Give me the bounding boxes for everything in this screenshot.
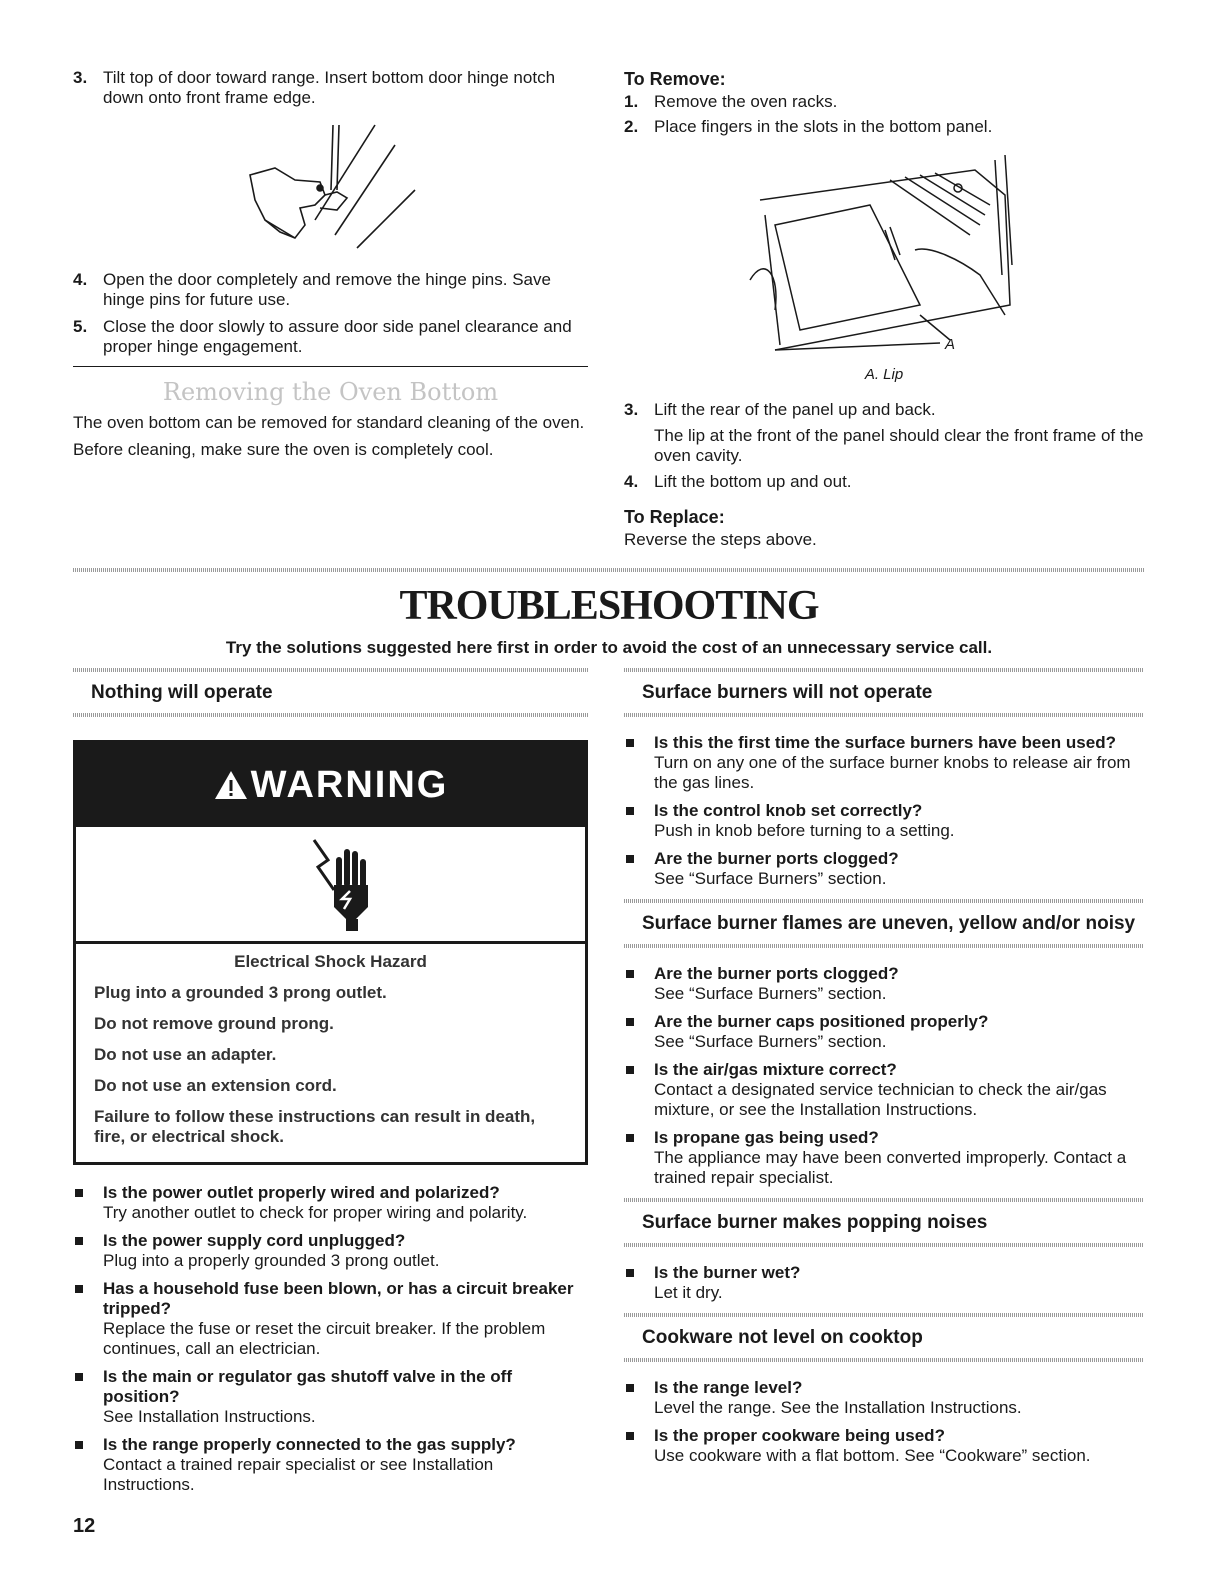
section-heading: Cookware not level on cooktop [642, 1327, 923, 1348]
bullet-icon [626, 1269, 634, 1277]
section-stripe [624, 944, 1144, 948]
warning-text [76, 944, 585, 1162]
section-heading: Surface burners will not operate [642, 682, 933, 703]
question: Are the burner ports clogged? [654, 849, 899, 868]
section-heading: Nothing will operate [91, 682, 273, 703]
left-top-paragraphs [73, 413, 588, 460]
bullet-icon [626, 1066, 634, 1074]
remove-step [624, 92, 1144, 112]
answer: See “Surface Burners” section. [654, 869, 887, 888]
to-replace-heading: To Replace: [624, 507, 725, 527]
section-title-removing-oven-bottom: Removing the Oven Bottom [162, 378, 499, 406]
hazard-line: Do not use an extension cord. [94, 1076, 337, 1095]
hazard-title: Electrical Shock Hazard [234, 952, 427, 971]
bullet-icon [626, 855, 634, 863]
remove-step [624, 117, 1144, 137]
bullet-icon [626, 1432, 634, 1440]
question: Is the main or regulator gas shutoff valve in the off position? [103, 1367, 513, 1406]
question: Is this the first time the surface burners have been used? [654, 733, 1116, 752]
shock-symbol-area [76, 827, 585, 944]
troubleshooting-subtitle: Try the solutions suggested here first in order to avoid the cost of an unnecessary service call. [225, 638, 993, 657]
hazard-line: Plug into a grounded 3 prong outlet. [94, 983, 387, 1002]
left-bottom-column [73, 668, 588, 1503]
to-remove-heading: To Remove: [624, 69, 726, 89]
warning-triangle-icon [213, 769, 249, 801]
bullet-icon [626, 1384, 634, 1392]
list-item [73, 1279, 588, 1359]
question: Has a household fuse been blown, or has a circuit breaker tripped? [103, 1279, 574, 1318]
step-detail: The lip at the front of the panel should clear the front frame of the oven cavity. [654, 426, 1144, 465]
question: Is the proper cookware being used? [654, 1426, 945, 1445]
electric-shock-hand-icon [306, 835, 376, 935]
troubleshooting-title: TROUBLESHOOTING [399, 583, 819, 629]
list-item [624, 733, 1144, 793]
list-item [624, 1378, 1144, 1418]
section-surface-burners-not-operate [624, 668, 1144, 889]
bullet-icon [626, 970, 634, 978]
hazard-line: Do not use an adapter. [94, 1045, 277, 1064]
bullet-icon [75, 1441, 83, 1449]
question: Is the power supply cord unplugged? [103, 1231, 406, 1250]
step-text: Tilt top of door toward range. Insert bottom door hinge notch down onto front frame edge. [103, 68, 556, 107]
section-flames-uneven [624, 899, 1144, 1188]
answer: Contact a designated service technician to check the air/gas mixture, or see the Installation Instructions. [654, 1080, 1107, 1119]
section-stripe [624, 713, 1144, 717]
step-text: Remove the oven racks. [654, 92, 838, 111]
list-item [624, 1012, 1144, 1052]
list-item [624, 1128, 1144, 1188]
answer: Let it dry. [654, 1283, 723, 1302]
section-stripe [624, 1313, 1144, 1317]
answer: See “Surface Burners” section. [654, 984, 887, 1003]
section-heading: Surface burner flames are uneven, yellow and/or noisy [642, 913, 1136, 934]
list-item [624, 849, 1144, 889]
bullet-icon [626, 807, 634, 815]
question: Are the burner caps positioned properly? [654, 1012, 989, 1031]
answer: Plug into a properly grounded 3 prong outlet. [103, 1251, 440, 1270]
replace-text: Reverse the steps above. [624, 530, 817, 549]
section-stripe [624, 1358, 1144, 1362]
question: Is the air/gas mixture correct? [654, 1060, 897, 1079]
section-stripe [73, 668, 588, 672]
question: Is the range properly connected to the gas supply? [103, 1435, 516, 1454]
left-top-steps-b [73, 270, 588, 364]
hazard-line: Failure to follow these instructions can result in death, fire, or electrical shock. [94, 1107, 536, 1146]
question: Is the control knob set correctly? [654, 801, 923, 820]
step-number: 4. [73, 270, 88, 289]
figure-label-a: A [945, 336, 956, 353]
step-text: Lift the bottom up and out. [654, 472, 852, 491]
right-top-steps-2 [624, 400, 1144, 550]
step-3-door [73, 68, 588, 108]
list-item [624, 964, 1144, 1004]
section-stripe [73, 713, 588, 717]
answer: Contact a trained repair specialist or see Installation Instructions. [103, 1455, 494, 1494]
question: Is propane gas being used? [654, 1128, 879, 1147]
section-cookware-not-level [624, 1313, 1144, 1466]
question: Is the power outlet properly wired and polarized? [103, 1183, 500, 1202]
answer: See Installation Instructions. [103, 1407, 316, 1426]
section-stripe [624, 1243, 1144, 1247]
answer: See “Surface Burners” section. [654, 1032, 887, 1051]
bullet-icon [75, 1373, 83, 1381]
section-divider [73, 366, 588, 367]
paragraph: The oven bottom can be removed for standard cleaning of the oven. [73, 413, 585, 432]
hazard-line: Do not remove ground prong. [94, 1014, 334, 1033]
remove-step [624, 400, 1144, 466]
section-heading: Surface burner makes popping noises [642, 1212, 988, 1233]
bullet-icon [75, 1189, 83, 1197]
answer: Use cookware with a flat bottom. See “Cookware” section. [654, 1446, 1091, 1465]
answer: Replace the fuse or reset the circuit breaker. If the problem continues, call an electrician. [103, 1319, 546, 1358]
warning-header [76, 743, 585, 827]
section-stripe [624, 899, 1144, 903]
right-bottom-column [624, 668, 1144, 1474]
question: Is the burner wet? [654, 1263, 801, 1282]
bullet-icon [626, 1134, 634, 1142]
list-item [624, 1426, 1144, 1466]
list-item [624, 1263, 1144, 1303]
remove-step [624, 472, 1144, 492]
step-text: Close the door slowly to assure door side panel clearance and proper hinge engagement. [103, 317, 572, 356]
figure-caption: A. Lip [864, 366, 904, 383]
step-number: 3. [73, 68, 88, 87]
step-text: Open the door completely and remove the hinge pins. Save hinge pins for future use. [103, 270, 551, 309]
list-item [624, 801, 1144, 841]
step-text: Lift the rear of the panel up and back. [654, 400, 936, 419]
right-top-column [624, 68, 1144, 144]
full-width-divider [73, 568, 1145, 572]
answer: Push in knob before turning to a setting. [654, 821, 955, 840]
step-number: 4. [624, 472, 639, 491]
question: Is the range level? [654, 1378, 803, 1397]
step-number: 5. [73, 317, 88, 336]
section-stripe [624, 1198, 1144, 1202]
section-stripe [624, 668, 1144, 672]
list-item [73, 1435, 588, 1495]
paragraph: Before cleaning, make sure the oven is completely cool. [73, 440, 494, 459]
bullet-icon [75, 1237, 83, 1245]
step-5-door [73, 317, 588, 357]
list-item [73, 1183, 588, 1223]
answer: Try another outlet to check for proper wiring and polarity. [103, 1203, 528, 1222]
step-text: Place fingers in the slots in the bottom panel. [654, 117, 993, 136]
list-item [624, 1060, 1144, 1120]
bullet-icon [75, 1285, 83, 1293]
warning-box [73, 740, 588, 1165]
answer: Turn on any one of the surface burner knobs to release air from the gas lines. [654, 753, 1131, 792]
section-popping-noises [624, 1198, 1144, 1303]
list-item [73, 1367, 588, 1427]
bullet-icon [626, 739, 634, 747]
page-number: 12 [73, 1515, 96, 1537]
bullet-icon [626, 1018, 634, 1026]
left-top-column [73, 68, 588, 115]
step-4-door [73, 270, 588, 310]
answer: The appliance may have been converted improperly. Contact a trained repair specialist. [654, 1148, 1127, 1187]
step-number: 1. [624, 92, 639, 111]
question: Are the burner ports clogged? [654, 964, 899, 983]
warning-label: WARNING [250, 763, 449, 806]
list-item [73, 1231, 588, 1271]
answer: Level the range. See the Installation Instructions. [654, 1398, 1022, 1417]
step-number: 3. [624, 400, 639, 419]
door-hinge-illustration [225, 120, 425, 260]
step-number: 2. [624, 117, 639, 136]
oven-bottom-illustration [740, 155, 1030, 355]
